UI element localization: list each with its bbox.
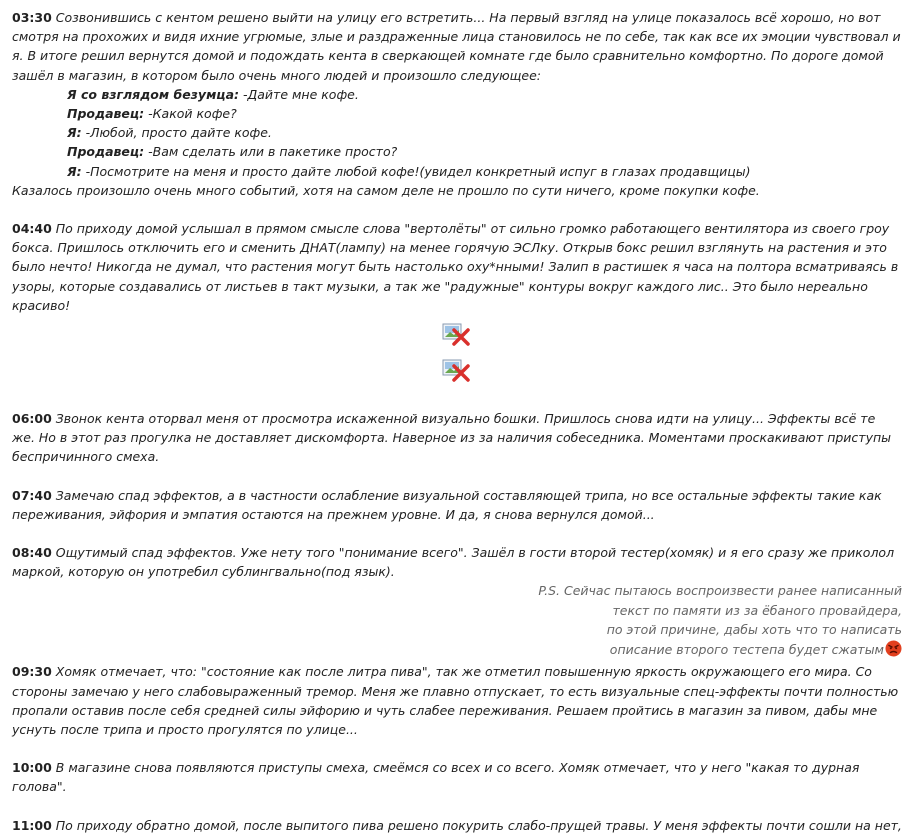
entry-paragraph xyxy=(12,8,902,85)
entry-0600 xyxy=(12,409,902,467)
dialog-text: -Дайте мне кофе. xyxy=(239,86,359,102)
entry-paragraph xyxy=(12,758,902,796)
timestamp: 03:30 xyxy=(12,10,52,25)
dialog-text: -Какой кофе? xyxy=(144,106,237,122)
entry-paragraph xyxy=(12,219,902,315)
timestamp: 04:40 xyxy=(12,221,52,237)
dialog-speaker: Я: xyxy=(67,163,82,179)
dialog-speaker: Продавец: xyxy=(67,106,145,122)
timestamp: 09:30 xyxy=(12,664,52,680)
entry-0840 xyxy=(12,543,902,581)
dialog-line xyxy=(67,104,902,123)
entry-0740 xyxy=(12,486,902,524)
entry-paragraph xyxy=(12,409,902,467)
ps-line: текст по памяти из за ёбаного провайдера, xyxy=(612,602,902,618)
dialog-text: -Вам сделать или в пакетике просто? xyxy=(144,144,398,160)
dialog-speaker: Продавец: xyxy=(67,144,145,160)
dialog-line xyxy=(67,123,902,142)
entry-paragraph xyxy=(12,543,902,581)
entry-0930 xyxy=(12,662,902,739)
dialog-line xyxy=(67,142,902,161)
ps-line: описание второго тестепа будет сжатым xyxy=(609,641,884,657)
timestamp: 08:40 xyxy=(12,545,52,561)
ps-line: по этой причине, дабы хоть что то написать xyxy=(606,622,902,638)
entry-paragraph xyxy=(12,662,902,739)
entry-1000 xyxy=(12,758,902,796)
entry-text: Замечаю спад эффектов, а в частности ослабление визуальной составляющей трипа, но все остальные эффекты такие как переживания, эйфория и эмпатия остаются на прежнем уровне. И да, я снова вернулся домой... xyxy=(12,487,882,522)
entry-text: Созвонившись с кентом решено выйти на улицу его встретить... На первый взгляд на улице показалось всё хорошо, но вот смотря на прохожих и видя ихние угрюмые, злые и раздраженные лица становилось не по себе, так как все их эмоции чувствовал и я. В итоге решил вернутся домой и подождать кента в сверкающей комнате где было сравнительно комфортно. По дороге домой зашёл в магазин, в котором было очень много людей и произошло следующее: xyxy=(12,10,901,83)
ps-note xyxy=(12,581,902,662)
ps-line-last xyxy=(12,640,902,663)
entry-text: По приходу обратно домой, после выпитого пива решено покурить слабо-прущей травы. У меня эффекты почти сошли на нет, xyxy=(55,817,902,833)
entry-0330 xyxy=(12,8,902,200)
broken-images xyxy=(12,321,902,383)
dialog-speaker: Я со взглядом безумца: xyxy=(67,86,239,102)
timestamp: 06:00 xyxy=(12,411,52,427)
timestamp: 10:00 xyxy=(12,760,52,776)
entry-text: В магазине снова появляются приступы смеха, смеёмся со всех и со всего. Хомяк отмечает, что у него "какая то дурная голова". xyxy=(12,760,860,795)
dialog-speaker: Я: xyxy=(67,125,82,141)
timestamp: 11:00 xyxy=(12,817,52,833)
after-dialog-text: Казалось произошло очень много событий, хотя на самом деле не прошло по сути ничего, кроме покупки кофе. xyxy=(12,182,760,198)
entry-text: Ощутимый спад эффектов. Уже нету того "понимание всего". Зашёл в гости второй тестер(хомяк) и я его сразу же приколол маркой, которую он употребил сублингвально(под язык). xyxy=(12,545,895,580)
dialog-line xyxy=(67,85,902,104)
timestamp: 07:40 xyxy=(12,487,52,503)
broken-image-icon[interactable] xyxy=(442,321,472,347)
angry-face-icon xyxy=(885,640,902,663)
dialog-block xyxy=(67,85,902,181)
broken-image-icon[interactable] xyxy=(442,357,472,383)
dialog-line xyxy=(67,162,902,181)
entry-1100 xyxy=(12,816,902,835)
entry-text: По приходу домой услышал в прямом смысле слова "вертолёты" от сильно громко работающего вентилятора из своего гроу бокса. Пришлось отключить его и сменить ДНАТ(лампу) на менее горячую ЭСЛку. Открыв бокс решил взглянуть на растения и это было нечто! Никогда не думал, что растения могут быть настолько оху*нными! Залип в растишек я часа на полтора всматриваясь в узоры, которые создавались от листьев в такт музыки, а так же "радужные" контуры вокруг каждого лис.. Это было нереально красиво! xyxy=(12,221,899,313)
ps-line: P.S. Сейчас пытаюсь воспроизвести ранее написанный xyxy=(538,583,902,599)
entry-paragraph xyxy=(12,816,902,835)
entry-text: Звонок кента оторвал меня от просмотра искаженной визуально бошки. Пришлось снова идти на улицу... Эффекты всё те же. Но в этот раз прогулка не доставляет дискомфорта. Наверное из за наличия собеседника. Моментами проскакивают приступы беспричинного смеха. xyxy=(12,411,892,465)
dialog-text: -Любой, просто дайте кофе. xyxy=(81,125,272,141)
entry-text: Хомяк отмечает, что: "состояние как после литра пива", так же отметил повышенную яркость окружающего его мира. Со стороны замечаю у него слабовыраженный тремор. Меня же плавно отпускает, то есть визуальные спец-эффекты почти полностью пропали оставив после себя средней силы эйфорию и чуть слабее переживания. Решаем пройтись в магазин за пивом, дабы мне уснуть после трипа и просто прогулятся по улице... xyxy=(12,664,899,738)
dialog-text: -Посмотрите на меня и просто дайте любой кофе!(увидел конкретный испуг в глазах продавщицы) xyxy=(81,163,751,179)
entry-0440 xyxy=(12,219,902,315)
entry-paragraph xyxy=(12,486,902,524)
